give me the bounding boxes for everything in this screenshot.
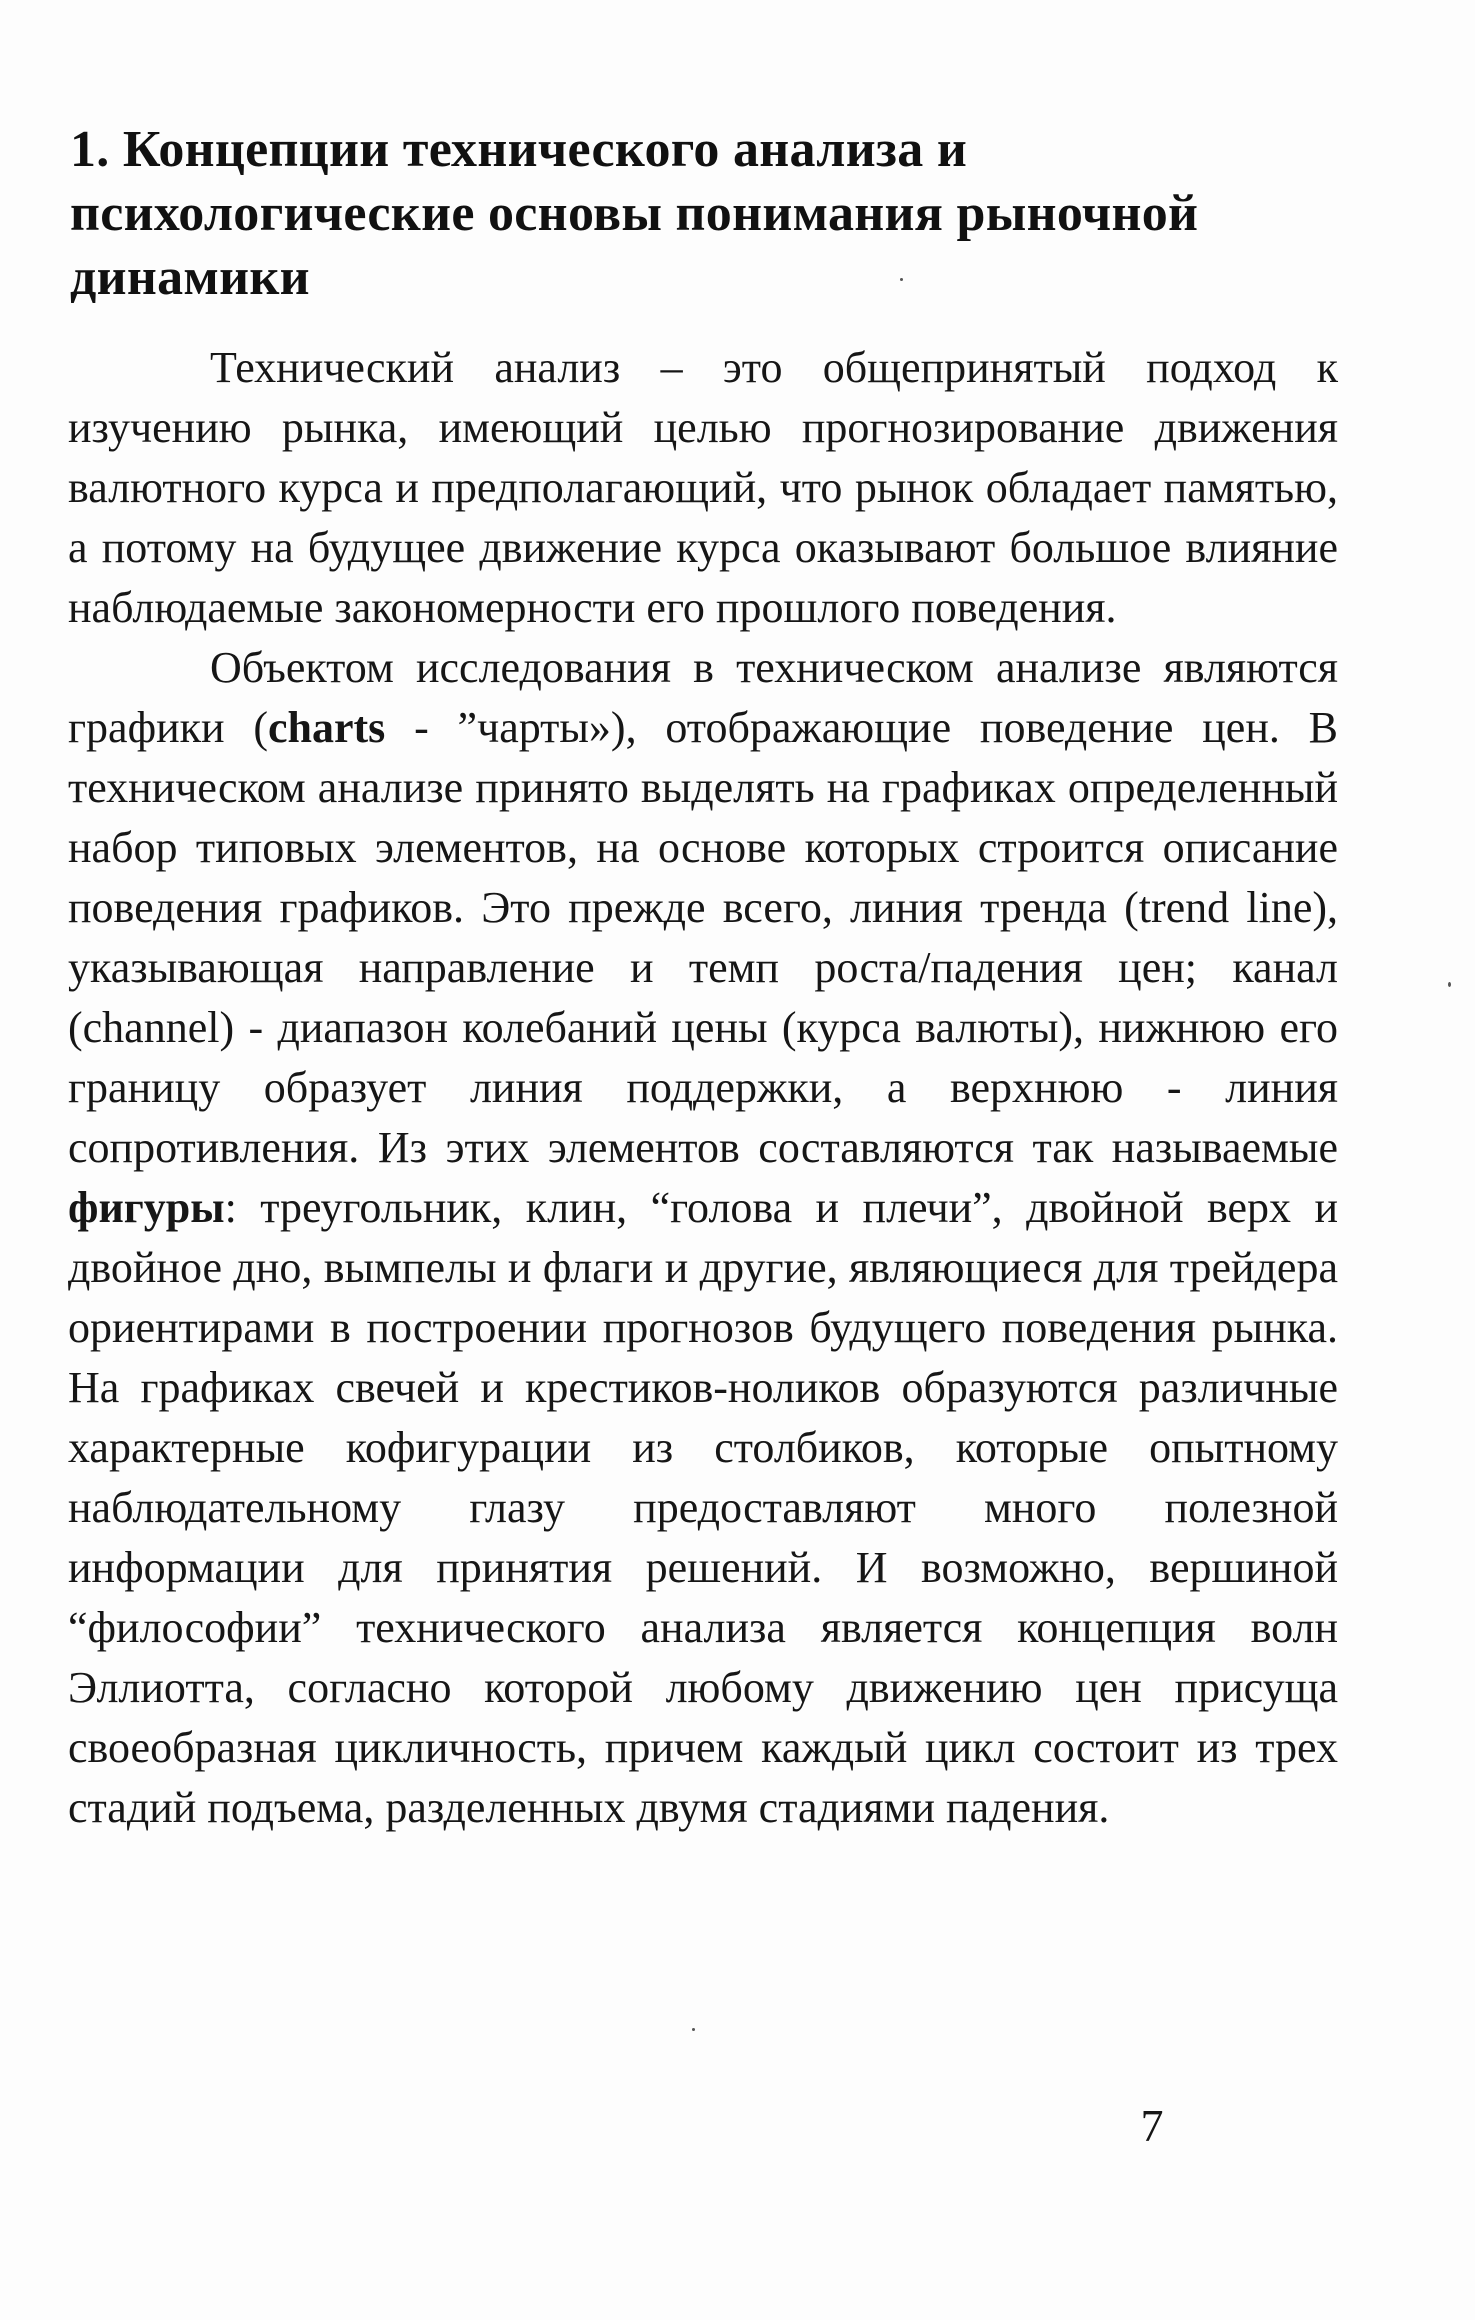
paragraph-charts-text-3: : треугольник, клин, “голова и плечи”, двойной верх и двойное дно, вымпелы и флаги и другие, являющиеся для трейдера ориентирами в построении прогнозов будущего поведения рынка. На графиках свечей и крестиков-ноликов образуются различные характерные кофигурации из столбиков, которые опытному наблюдательному глазу предоставляют много полезной информации для принятия решений. И возможно, вершиной “философии” технического анализа является концепция волн Эллиотта, согласно которой любому движению цен присуща своеобразная цикличность, причем каждый цикл состоит из трех стадий подъема, разделенных двумя стадиями падения. (68, 1183, 1338, 1832)
paragraph-charts (68, 638, 1338, 1838)
paragraph-charts-text-1: Объектом исследования в техническом анализе являются графики ( (68, 643, 1338, 752)
term-charts: charts (268, 703, 386, 752)
section-heading: 1. Концепции технического анализа и психологические основы понимания рыночной динамики (70, 121, 1199, 306)
paragraph-charts-text-2: - ”чарты»), отображающие поведение цен. В техническом анализе принято выделять на графиках определенный набор типовых элементов, на основе которых строится описание поведения графиков. Это прежде всего, линия тренда (trend line), указывающая направление и темп роста/падения цен; канал (channel) - диапазон колебаний цены (курса валюты), нижнюю его границу образует линия поддержки, а верхнюю - линия сопротивления. Из этих элементов составляются так называемые (68, 703, 1338, 1172)
scan-speck (1448, 982, 1451, 987)
scan-speck (900, 278, 903, 281)
page-number: 7 (1140, 2100, 1164, 2151)
scan-speck (692, 2028, 695, 2031)
term-figures: фигуры (68, 1183, 225, 1232)
paragraph-technical-analysis: Технический анализ – это общепринятый подход к изучению рынка, имеющий целью прогнозирование движения валютного курса и предполагающий, что рынок обладает памятью, а потому на будущее движение курса оказывают большое влияние наблюдаемые закономерности его прошлого поведения. (68, 343, 1338, 632)
body-text (68, 338, 1338, 1838)
